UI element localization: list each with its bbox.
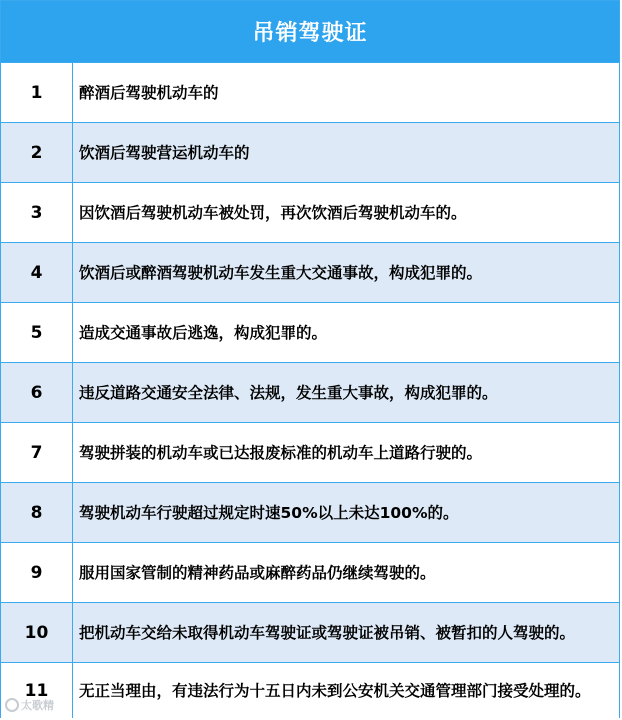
watermark-text: 太歌精 [21, 699, 54, 712]
table-row [1, 603, 619, 663]
table-row [1, 303, 619, 363]
table-row [1, 183, 619, 243]
row-text: 驾驶拼装的机动车或已达报废标准的机动车上道路行驶的。 [79, 443, 483, 462]
table-row [1, 363, 619, 423]
table-row [1, 423, 619, 483]
watermark-logo-icon [5, 698, 19, 712]
row-text: 把机动车交给未取得机动车驾驶证或驾驶证被吊销、被暂扣的人驾驶的。 [79, 623, 576, 642]
row-text: 因饮酒后驾驶机动车被处罚，再次饮酒后驾驶机动车的。 [79, 203, 467, 222]
table-row [1, 243, 619, 303]
row-number: 8 [1, 483, 73, 542]
table-header [1, 1, 619, 63]
row-number: 5 [1, 303, 73, 362]
row-text: 服用国家管制的精神药品或麻醉药品仍继续驾驶的。 [79, 563, 436, 582]
row-number: 6 [1, 363, 73, 422]
row-number: 11 [1, 663, 73, 718]
table-row [1, 483, 619, 543]
row-text: 醉酒后驾驶机动车的 [79, 83, 219, 102]
row-number: 9 [1, 543, 73, 602]
table-title: 吊销驾驶证 [252, 21, 368, 46]
row-number: 10 [1, 603, 73, 662]
row-text: 驾驶机动车行驶超过规定时速50%以上未达100%的。 [79, 503, 459, 522]
table-row [1, 663, 619, 718]
row-text: 违反道路交通安全法律、法规，发生重大事故，构成犯罪的。 [79, 383, 498, 402]
row-number: 4 [1, 243, 73, 302]
row-number: 7 [1, 423, 73, 482]
row-text: 无正当理由，有违法行为十五日内未到公安机关交通管理部门接受处理的。 [79, 681, 591, 700]
row-number: 3 [1, 183, 73, 242]
row-number: 2 [1, 123, 73, 182]
row-text: 造成交通事故后逃逸，构成犯罪的。 [79, 323, 328, 342]
row-number: 1 [1, 63, 73, 122]
row-text: 饮酒后驾驶营运机动车的 [79, 143, 250, 162]
row-text: 饮酒后或醉酒驾驶机动车发生重大交通事故，构成犯罪的。 [79, 263, 483, 282]
watermark [5, 697, 54, 713]
table-row [1, 63, 619, 123]
table-row [1, 123, 619, 183]
table-body [1, 63, 619, 718]
table-row [1, 543, 619, 603]
